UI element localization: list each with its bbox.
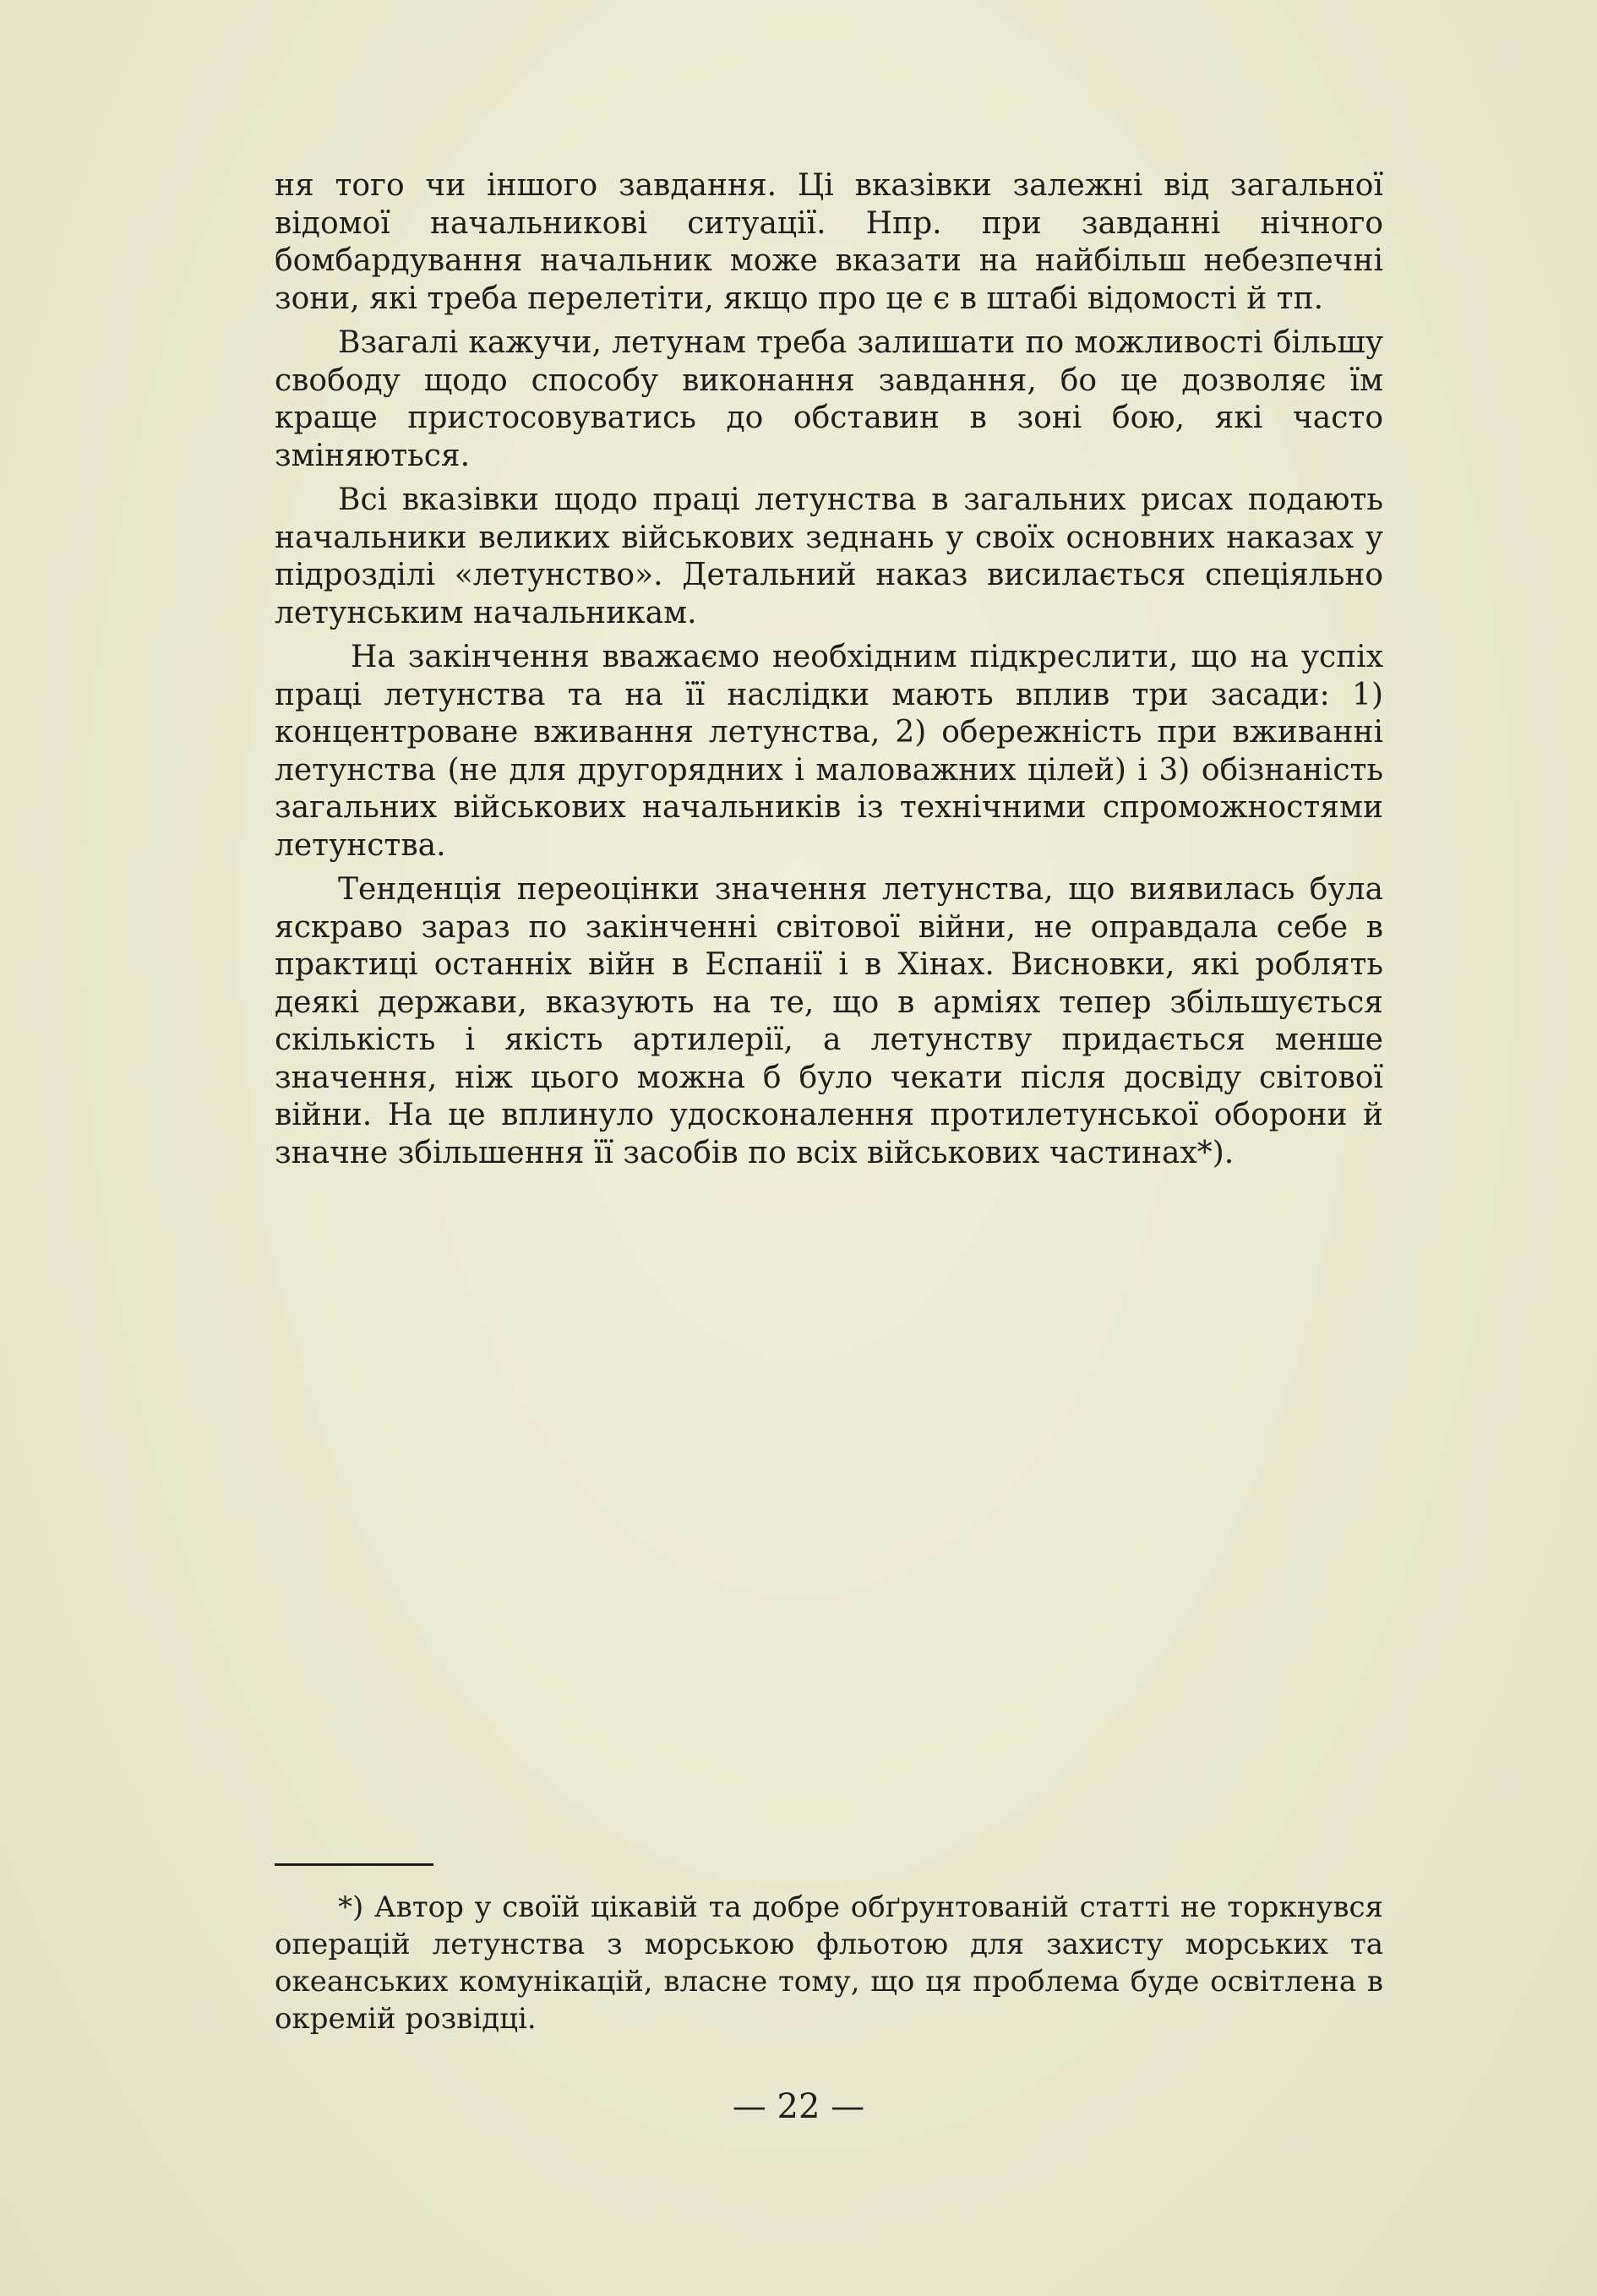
footnote-text: *) Автор у своїй цікавій та добре обґрунтованій статті не торкнувся операцій летунства з морською фльотою для захисту морських та океанських комунікацій, власне тому, що ця проблема буде освітлена в окремій розвідці. xyxy=(275,1890,1383,2036)
footnote-divider xyxy=(275,1863,433,1866)
main-text xyxy=(275,167,1383,1179)
paragraph-2: Взагалі кажучи, летунам треба залишати по можливості більшу свободу щодо способу виконання завдання, бо це дозволяє їм краще пристосовуватись до обставин в зоні бою, які часто зміняються. xyxy=(275,325,1383,473)
paragraph-3: Всі вказівки щодо праці летунства в загальних рисах подають начальники великих військових зеднань у своїх основних наказах у підрозділі «летунство». Детальний наказ висилається спеціяльно летунським начальникам. xyxy=(275,483,1383,630)
paragraph-5: Тенденція переоцінки значення летунства, що виявилась була яскраво зараз по закінченні світової війни, не оправдала себе в практиці останніх війн в Еспанії і в Хінах. Висновки, які роблять деякі держави, вказують на те, що в арміях тепер збільшується скількість і якість артилерії, а летунству придається менше значення, ніж цього можна б було чекати після досвіду світової війни. На це вплинуло удосконалення протилетунської оборони й значне збільшення її засобів по всіх військових частинах*). xyxy=(275,872,1383,1170)
page-number: — 22 — xyxy=(732,2087,865,2126)
paragraph-4: На закінчення вважаємо необхідним підкреслити, що на успіх праці летунства та на її наслідки мають вплив три засади: 1) концентроване вживання летунства, 2) обережність при вживанні летунства (не для другорядних і маловажних цілей) і 3) обізнаність загальних військових начальників із технічними спроможностями летунства. xyxy=(275,640,1383,863)
paragraph-1: ня того чи іншого завдання. Ці вказівки залежні від загальної відомої начальникові ситуації. Нпр. при завданні нічного бомбардування начальник може вказати на найбільш небезпечні зони, які треба перелетіти, якщо про це є в штабі відомості й тп. xyxy=(275,168,1383,316)
footnote xyxy=(275,1889,1383,2037)
